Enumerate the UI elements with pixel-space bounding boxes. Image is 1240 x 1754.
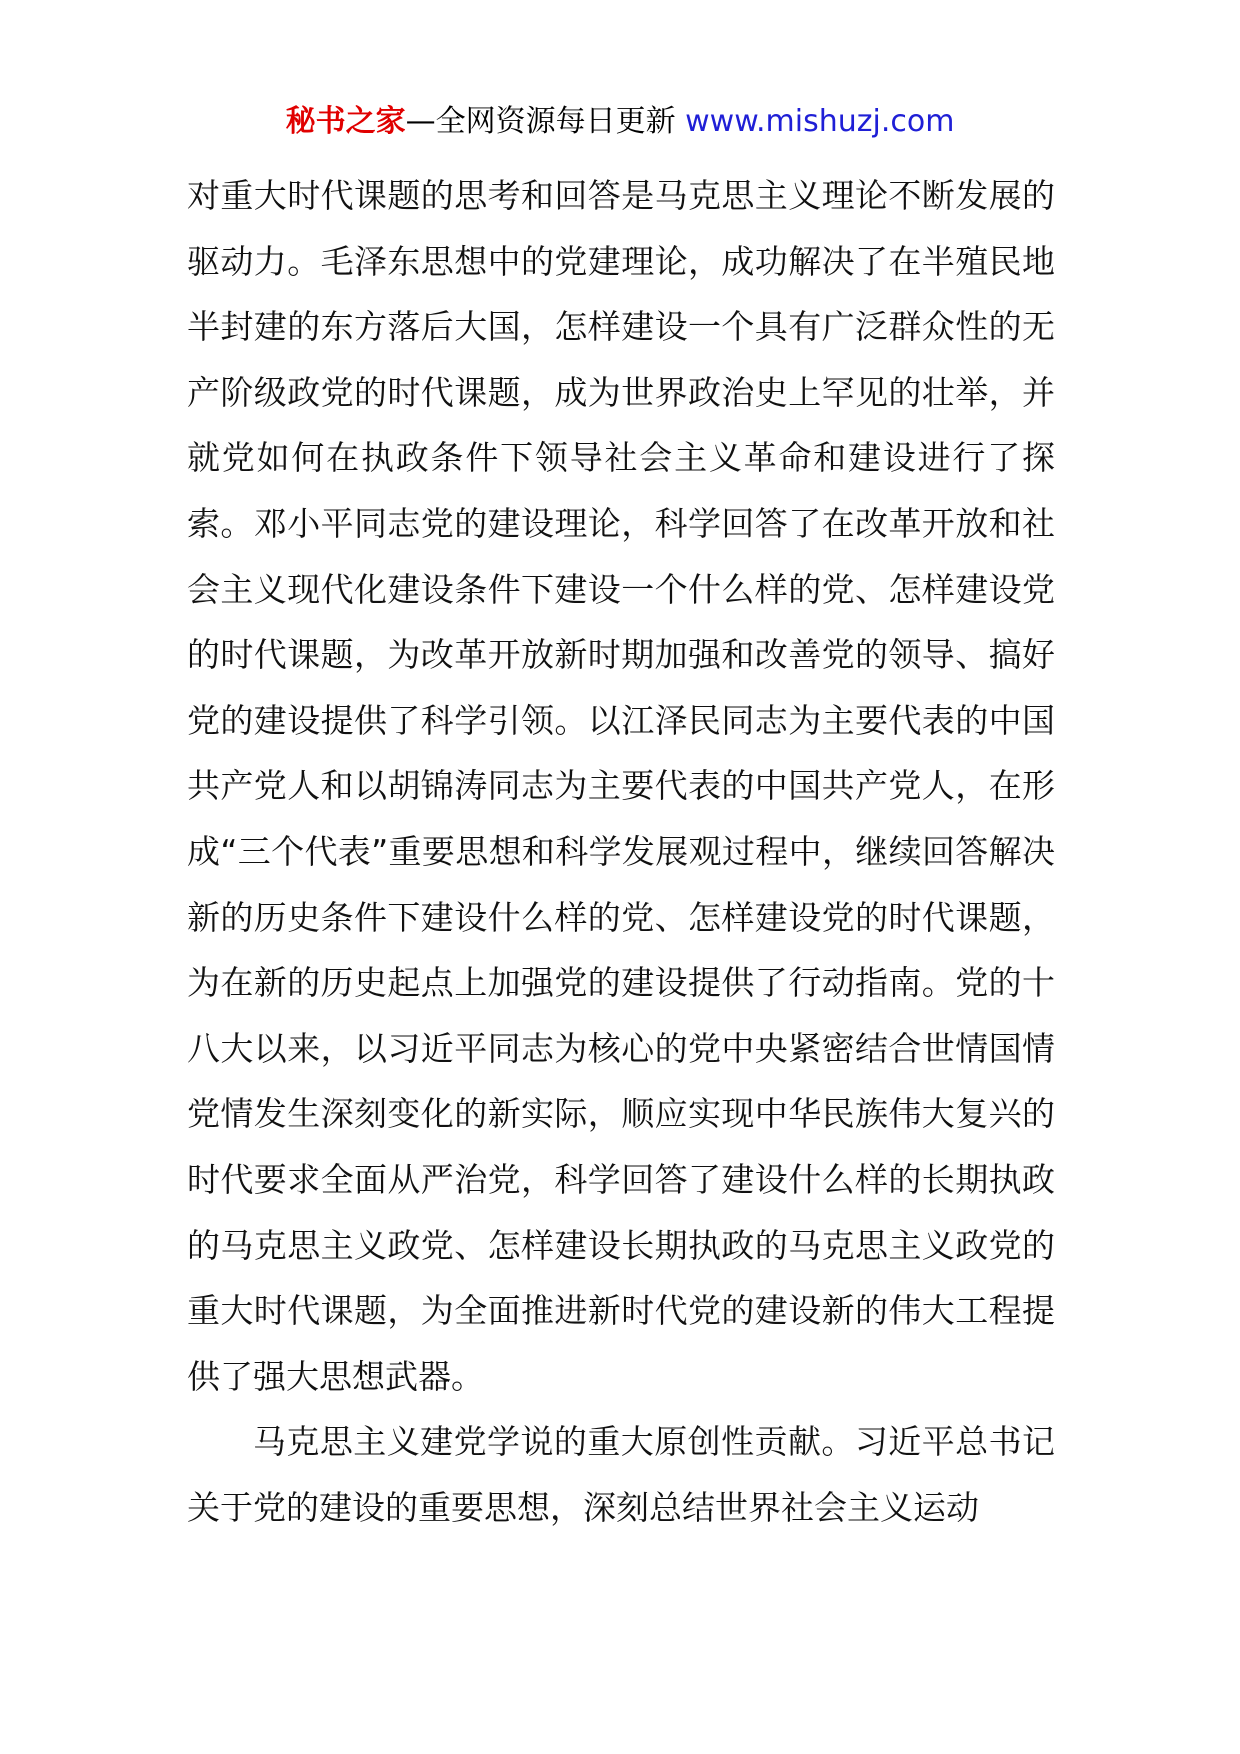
- document-body: [187, 163, 1055, 1540]
- brand-name: 秘书之家: [285, 104, 406, 139]
- website-link[interactable]: www.mishuzj.com: [685, 104, 955, 139]
- paragraph: 对重大时代课题的思考和回答是马克思主义理论不断发展的驱动力。毛泽东思想中的党建理论，成功解决了在半殖民地半封建的东方落后大国，怎样建设一个具有广泛群众性的无产阶级政党的时代课题，成为世界政治史上罕见的壮举，并就党如何在执政条件下领导社会主义革命和建设进行了探索。邓小平同志党的建设理论，科学回答了在改革开放和社会主义现代化建设条件下建设一个什么样的党、怎样建设党的时代课题，为改革开放新时期加强和改善党的领导、搞好党的建设提供了科学引领。以江泽民同志为主要代表的中国共产党人和以胡锦涛同志为主要代表的中国共产党人，在形成“三个代表”重要思想和科学发展观过程中，继续回答解决新的历史条件下建设什么样的党、怎样建设党的时代课题，为在新的历史起点上加强党的建设提供了行动指南。党的十八大以来，以习近平同志为核心的党中央紧密结合世情国情党情发生深刻变化的新实际，顺应实现中华民族伟大复兴的时代要求全面从严治党，科学回答了建设什么样的长期执政的马克思主义政党、怎样建设长期执政的马克思主义政党的重大时代课题，为全面推进新时代党的建设新的伟大工程提供了强大思想武器。: [187, 176, 1055, 1396]
- paragraph: 马克思主义建党学说的重大原创性贡献。习近平总书记关于党的建设的重要思想，深刻总结世界社会主义运动: [187, 1422, 1055, 1527]
- page-header: [0, 100, 1240, 144]
- header-slogan: —全网资源每日更新: [405, 104, 686, 139]
